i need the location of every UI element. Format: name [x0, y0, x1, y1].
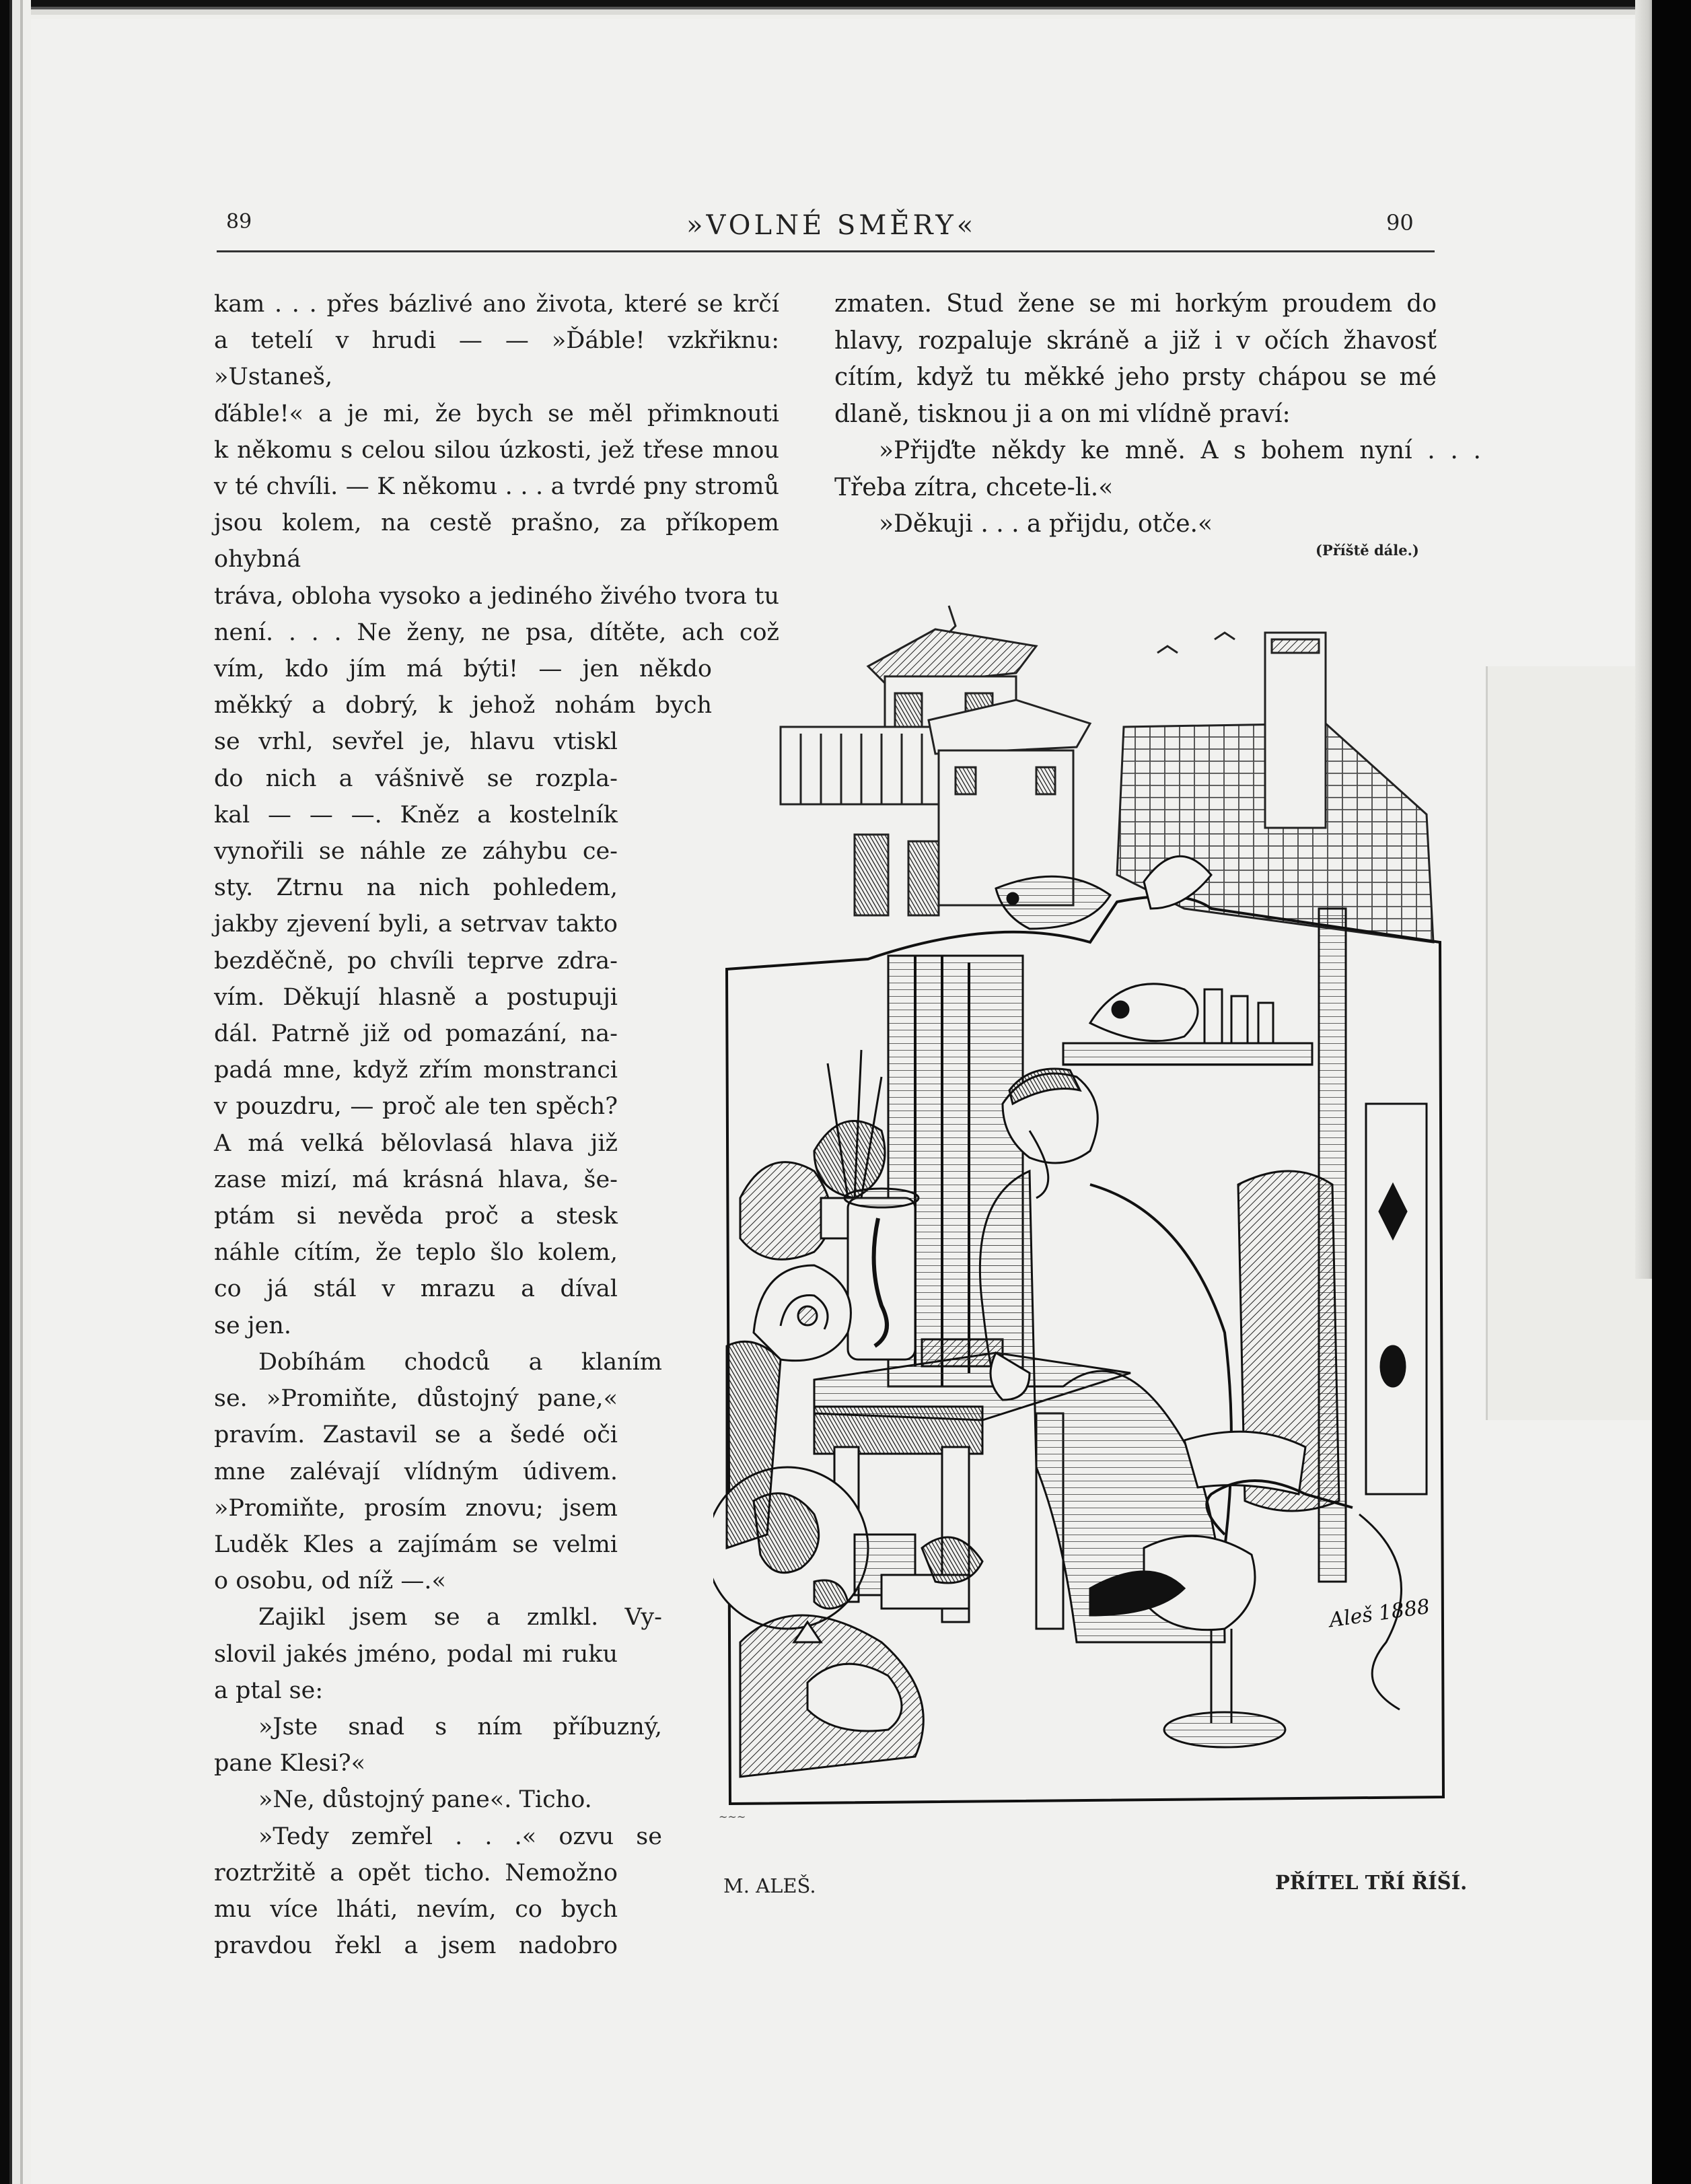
page-binding-edge	[0, 0, 31, 2184]
left-text-column	[214, 286, 779, 1964]
text-line: v pouzdru, — proč ale ten spěch?	[214, 1093, 618, 1121]
text-line: Třeba zítra, chcete-li.«	[834, 473, 1114, 501]
text-line: cítím, když tu měkké jeho prsty chápou se mé	[834, 363, 1437, 391]
text-line: jakby zjevení byli, a setrvav takto	[214, 911, 618, 938]
caption-title: PŘÍTEL TŘÍ ŘÍŠÍ.	[1275, 1871, 1468, 1894]
text-line: pravdou řekl a jsem nadobro	[214, 1932, 618, 1960]
text-line: hlavy, rozpaluje skráně a již i v očích žhavosť	[834, 326, 1437, 355]
text-line: v té chvíli. — K někomu . . . a tvrdé pny stromů	[214, 473, 779, 501]
text-line: Dobíhám chodců a klaním	[258, 1348, 662, 1376]
text-line: vím, kdo jím má býti! — jen někdo	[214, 656, 712, 683]
text-line: se. »Promiňte, důstojný pane,«	[214, 1385, 618, 1413]
text-line: a ptal se:	[214, 1677, 324, 1704]
text-line: »Ne, důstojný pane«. Ticho.	[258, 1786, 592, 1814]
continued-note: (Příště dále.)	[1316, 542, 1419, 559]
text-line: zase mizí, má krásná hlava, še-	[214, 1166, 618, 1193]
text-line: pravím. Zastavil se a šedé oči	[214, 1421, 618, 1449]
artist-signature: Aleš 1888	[1328, 1594, 1432, 1633]
journal-title: »VOLNÉ SMĚRY«	[686, 210, 977, 241]
text-line: jsou kolem, na cestě prašno, za příkopem ohybná	[214, 509, 779, 573]
text-line: do nich a vášnivě se rozpla-	[214, 765, 618, 792]
scan-background	[1652, 0, 1691, 2184]
text-line: dlaně, tisknou ji a on mi vlídně praví:	[834, 400, 1291, 428]
page-top-edge	[0, 0, 1662, 19]
text-line: není. . . . Ne ženy, ne psa, dítěte, ach což	[214, 619, 779, 646]
text-line: Zajikl jsem se a zmlkl. Vy-	[258, 1604, 662, 1631]
text-line: měkký a dobrý, k jehož nohám bych	[214, 692, 712, 719]
illustration-friend-of-three-kingdoms	[713, 592, 1447, 1824]
text-line: roztržitě a opět ticho. Nemožno	[214, 1859, 618, 1887]
text-line: vynořili se náhle ze záhybu ce-	[214, 838, 618, 866]
header-rule	[217, 250, 1435, 252]
text-line: sty. Ztrnu na nich pohledem,	[214, 874, 618, 902]
engraver-mark: ~~~	[719, 1810, 746, 1823]
text-line: mne zalévají vlídným údivem.	[214, 1458, 618, 1485]
text-line: slovil jakés jméno, podal mi ruku	[214, 1640, 618, 1668]
page-number-right: 90	[1386, 210, 1414, 236]
text-line: A má velká bělovlasá hlava již	[214, 1129, 618, 1157]
text-line: a tetelí v hrudi — — »Ďáble! vzkřiknu: »Ustaneš,	[214, 327, 779, 391]
text-line: pane Klesi?«	[214, 1750, 366, 1777]
text-line: zmaten. Stud žene se mi horkým proudem do	[834, 290, 1437, 318]
text-line: »Jste snad s ním příbuzný,	[258, 1713, 662, 1740]
text-line: »Promiňte, prosím znovu; jsem	[214, 1494, 618, 1522]
text-line: ďáble!« a je mi, že bych se měl přimknouti	[214, 400, 779, 427]
text-line: »Děkuji . . . a přijdu, otče.«	[879, 510, 1213, 538]
text-line: se jen.	[214, 1312, 292, 1339]
page-number-left: 89	[226, 210, 252, 234]
text-line: bezděčně, po chvíli teprve zdra-	[214, 947, 618, 975]
text-line: náhle cítím, že teplo šlo kolem,	[214, 1239, 618, 1267]
text-line: dál. Patrně již od pomazání, na-	[214, 1020, 618, 1048]
text-line: ptám si nevěda proč a stesk	[214, 1203, 618, 1230]
text-line: o osobu, od níž —.«	[214, 1567, 446, 1595]
text-line: kam . . . přes bázlivé ano života, které se krčí	[214, 291, 779, 318]
text-line: se vrhl, sevřel je, hlavu vtiskl	[214, 728, 618, 756]
text-line: tráva, obloha vysoko a jediného živého tvora tu	[214, 582, 779, 610]
right-text-column	[834, 286, 1481, 543]
text-line: vím. Děkují hlasně a postupuji	[214, 983, 618, 1011]
text-line: kal — — —. Kněz a kostelník	[214, 801, 618, 829]
text-line: k někomu s celou silou úzkosti, jež třese mnou	[214, 436, 779, 464]
text-line: co já stál v mrazu a díval	[214, 1275, 618, 1303]
text-line: »Tedy zemřel . . .« ozvu se	[258, 1823, 662, 1850]
text-line: »Přijďte někdy ke mně. A s bohem nyní . . .	[879, 437, 1481, 464]
caption-artist: M. ALEŠ.	[723, 1874, 816, 1897]
text-line: mu více lháti, nevím, co bych	[214, 1895, 618, 1923]
text-line: padá mne, když zřím monstranci	[214, 1057, 618, 1084]
text-line: Luděk Kles a zajímám se velmi	[214, 1530, 618, 1558]
